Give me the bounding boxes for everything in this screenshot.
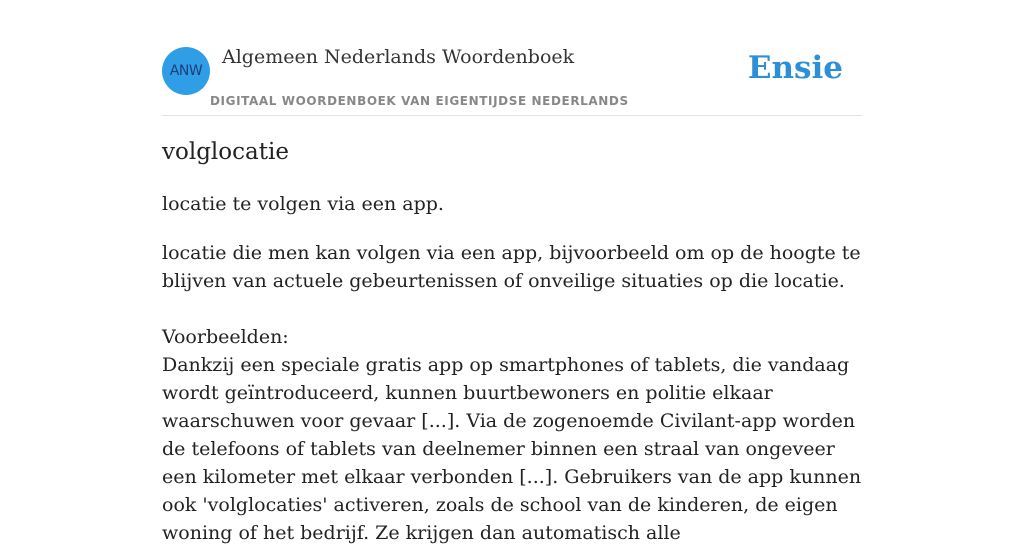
long-definition: locatie die men kan volgen via een app, bijvoorbeeld om op de hoogte te blijven van actuele gebeurtenissen of onveilige situaties op die locatie. bbox=[162, 242, 861, 292]
short-definition: locatie te volgen via een app. bbox=[162, 193, 444, 215]
page bbox=[162, 0, 862, 544]
site-header bbox=[162, 0, 862, 116]
ensie-brand-link[interactable]: Ensie bbox=[747, 50, 843, 86]
site-subtitle: DIGITAAL WOORDENBOEK VAN EIGENTIJDSE NEDERLANDS bbox=[210, 94, 629, 108]
examples-label: Voorbeelden: bbox=[162, 326, 289, 348]
entry-headword: volglocatie bbox=[162, 139, 289, 165]
logo-text: ANW bbox=[169, 63, 203, 79]
example-text: Dankzij een speciale gratis app op smartphones of tablets, die vandaag wordt geïntroduceerd, kunnen buurtbewoners en politie elkaar waarschuwen voor gevaar [...]. Via de zogenoemde Civilant-app worden de telefoons of tablets van deelnemer binnen een straal van ongeveer een kilometer met elkaar verbonden [...]. Gebruikers van de app kunnen ook 'volglocaties' activeren, zoals de school van de kinderen, de eigen woning of het bedrijf. Ze krijgen dan automatisch alle bbox=[162, 354, 862, 544]
anw-logo[interactable] bbox=[162, 47, 210, 95]
site-title[interactable]: Algemeen Nederlands Woordenboek bbox=[222, 46, 575, 68]
